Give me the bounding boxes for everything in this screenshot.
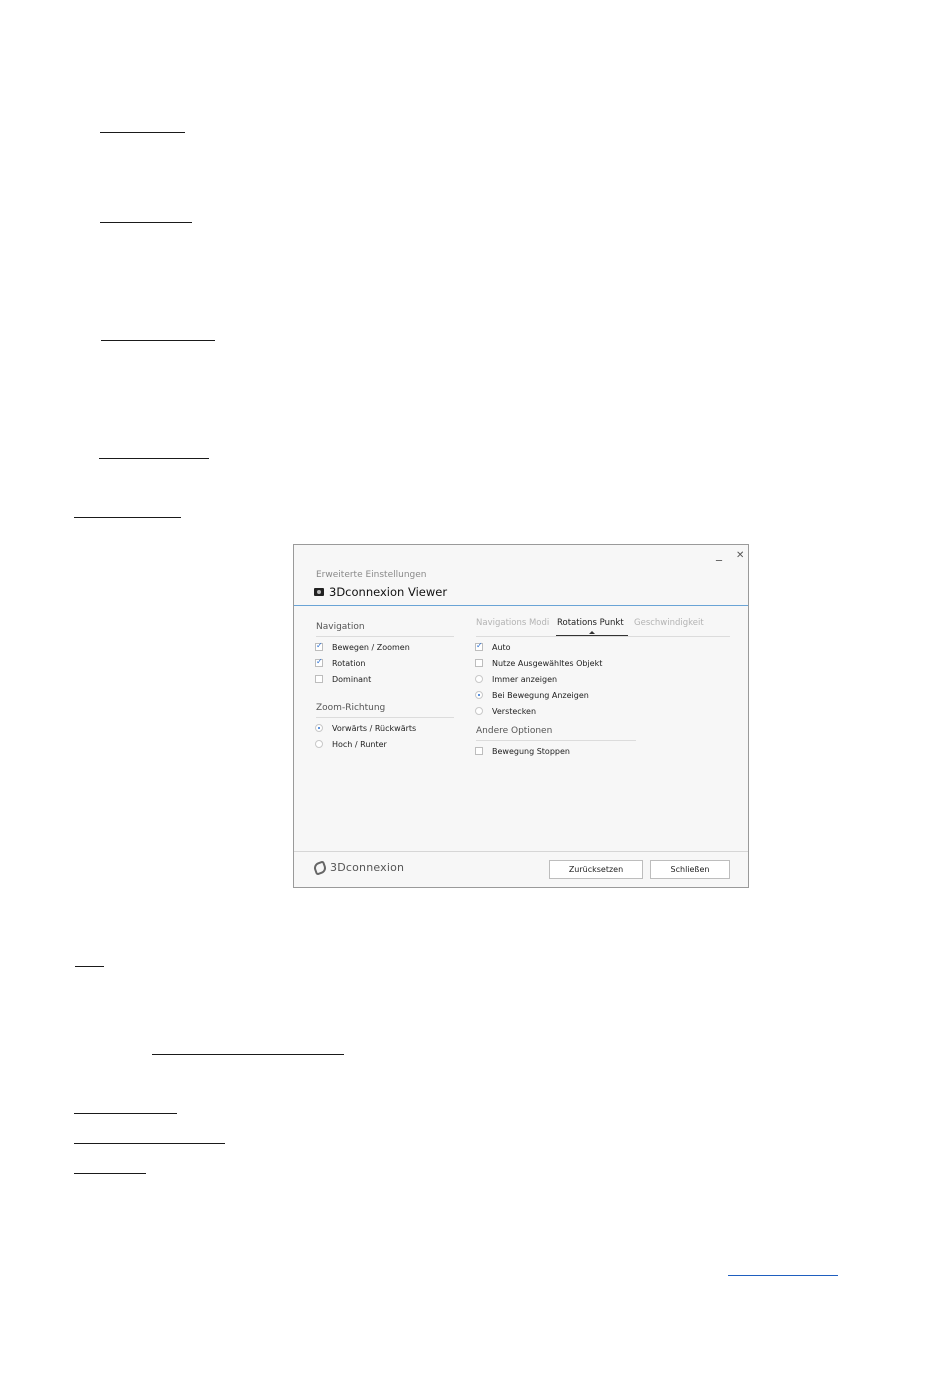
tab-navigations-modi[interactable]: Navigations Modi bbox=[476, 618, 550, 628]
zoom-divider bbox=[316, 717, 454, 718]
zoom-heading: Zoom-Richtung bbox=[316, 703, 386, 713]
other-options-heading: Andere Optionen bbox=[476, 726, 553, 736]
checkbox-checked[interactable] bbox=[315, 643, 323, 651]
checkbox-checked[interactable] bbox=[475, 643, 483, 651]
close-button[interactable]: Schließen bbox=[650, 860, 730, 879]
checkbox-nutze-ausgewaehltes-objekt[interactable]: Nutze Ausgewähltes Objekt bbox=[475, 657, 602, 669]
checkbox-dominant[interactable]: Dominant bbox=[315, 673, 371, 685]
tab-rotations-punkt[interactable]: Rotations Punkt bbox=[557, 618, 624, 628]
dialog-subtitle: Erweiterte Einstellungen bbox=[316, 570, 427, 580]
dialog-title-text: 3Dconnexion Viewer bbox=[329, 585, 448, 599]
checkbox-unchecked[interactable] bbox=[475, 747, 483, 755]
checkbox-unchecked[interactable] bbox=[475, 659, 483, 667]
navigation-heading: Navigation bbox=[316, 622, 365, 632]
link-underline[interactable] bbox=[728, 1275, 838, 1276]
footer-divider bbox=[294, 851, 748, 852]
brand-logo bbox=[314, 861, 404, 874]
brand-logo-text: 3Dconnexion bbox=[330, 861, 405, 874]
3dconnexion-logo-icon bbox=[312, 860, 327, 875]
reset-button[interactable]: Zurücksetzen bbox=[549, 860, 643, 879]
active-tab-caret-icon bbox=[589, 631, 595, 634]
blank-line-10 bbox=[74, 1173, 146, 1174]
blank-line-3 bbox=[101, 340, 215, 341]
checkbox-bewegung-stoppen[interactable]: Bewegung Stoppen bbox=[475, 745, 570, 757]
dialog-title bbox=[314, 585, 447, 599]
blank-line-4 bbox=[99, 458, 209, 459]
blank-line-9 bbox=[74, 1143, 225, 1144]
radio-unselected[interactable] bbox=[315, 740, 323, 748]
close-icon[interactable]: ✕ bbox=[736, 550, 745, 561]
blank-line-5 bbox=[74, 517, 181, 518]
radio-verstecken[interactable]: Verstecken bbox=[475, 705, 536, 717]
tab-geschwindigkeit[interactable]: Geschwindigkeit bbox=[634, 618, 704, 628]
checkbox-auto[interactable]: ✓ Auto bbox=[475, 641, 511, 653]
checkbox-bewegen-zoomen[interactable]: ✓ Bewegen / Zoomen bbox=[315, 641, 410, 653]
radio-selected[interactable] bbox=[315, 724, 323, 732]
radio-unselected[interactable] bbox=[475, 675, 483, 683]
radio-unselected[interactable] bbox=[475, 707, 483, 715]
blank-line-2 bbox=[100, 222, 192, 223]
radio-selected[interactable] bbox=[475, 691, 483, 699]
blank-line-7 bbox=[152, 1054, 344, 1055]
navigation-divider bbox=[316, 636, 454, 637]
blank-line-1 bbox=[100, 132, 185, 133]
header-divider bbox=[294, 605, 748, 606]
blank-line-6 bbox=[75, 966, 104, 967]
minimize-button[interactable]: _ bbox=[716, 547, 722, 561]
radio-immer-anzeigen[interactable]: Immer anzeigen bbox=[475, 673, 557, 685]
settings-dialog bbox=[293, 544, 749, 888]
checkbox-checked[interactable] bbox=[315, 659, 323, 667]
blank-line-8 bbox=[74, 1113, 177, 1114]
radio-vorwaerts-rueckwaerts[interactable]: Vorwärts / Rückwärts bbox=[315, 722, 416, 734]
app-icon bbox=[314, 588, 324, 596]
other-options-divider bbox=[476, 740, 636, 741]
active-tab-indicator bbox=[556, 635, 628, 636]
checkbox-rotation[interactable]: ✓ Rotation bbox=[315, 657, 365, 669]
radio-bei-bewegung-anzeigen[interactable]: Bei Bewegung Anzeigen bbox=[475, 689, 589, 701]
radio-hoch-runter[interactable]: Hoch / Runter bbox=[315, 738, 387, 750]
checkbox-unchecked[interactable] bbox=[315, 675, 323, 683]
